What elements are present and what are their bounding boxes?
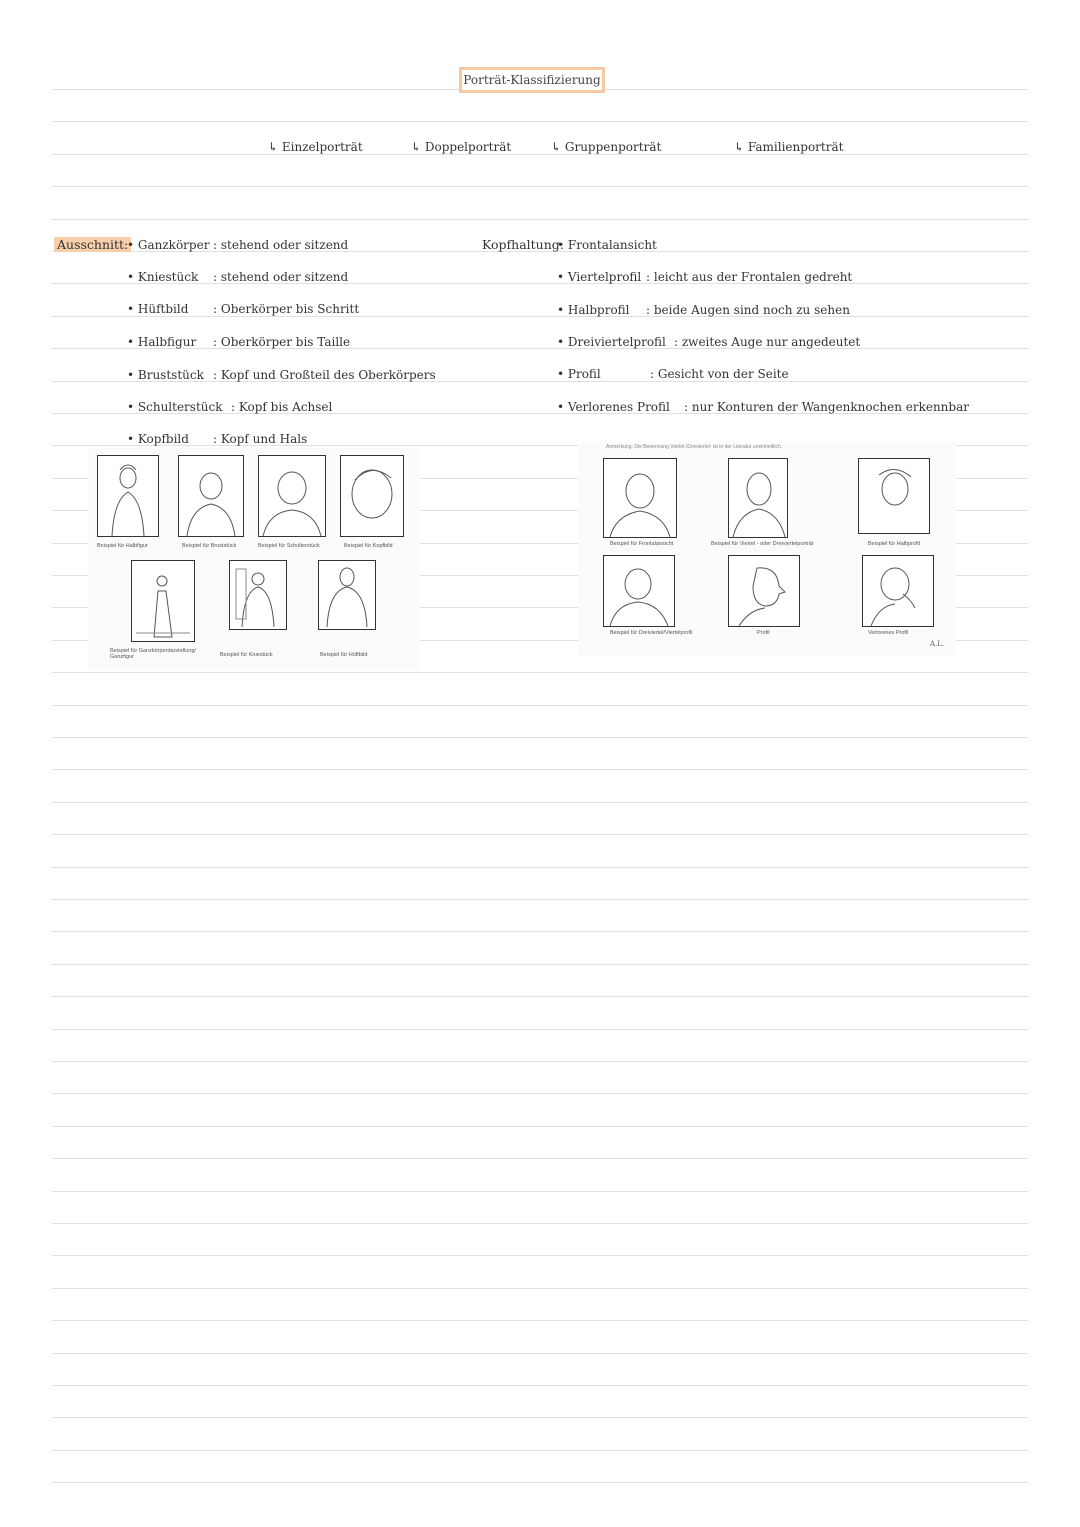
page-title: Porträt-Klassifizierung	[459, 67, 605, 93]
caption-kopfbild: Beispiel für Kopfbild	[344, 543, 393, 549]
ausschnitt-term-1: • Ganzkörper	[127, 238, 210, 252]
ausschnitt-desc-2: : stehend oder sitzend	[213, 270, 349, 284]
caption-ganzfigur: Beispiel für Ganzkörperdarstellung/ Ganzfigur	[110, 648, 196, 660]
ausschnitt-term-6: • Schulterstück	[127, 400, 223, 414]
rule-line	[52, 705, 1028, 706]
rule-line	[52, 1126, 1028, 1127]
rule-line	[52, 899, 1028, 900]
ausschnitt-term-2: • Kniestück	[127, 270, 199, 284]
kopfhaltung-desc-4: : zweites Auge nur angedeutet	[674, 335, 861, 349]
rule-line	[52, 1320, 1028, 1321]
rule-line	[52, 316, 1028, 317]
ausschnitt-desc-5: : Kopf und Großteil des Oberkörpers	[213, 368, 436, 382]
example-hueftbild-image	[318, 560, 376, 630]
rule-line	[52, 1288, 1028, 1289]
example-verlorenes-profil-image	[862, 555, 934, 627]
rule-line	[52, 1385, 1028, 1386]
rule-line	[52, 1482, 1028, 1483]
kopfhaltung-term-2: • Viertelprofil	[557, 270, 642, 284]
kopfhaltung-term-6: • Verlorenes Profil	[557, 400, 670, 414]
rule-line	[52, 931, 1028, 932]
example-ganzfigur-image	[131, 560, 195, 642]
example-kniestueck-image	[229, 560, 287, 630]
caption-profil: Profil	[757, 630, 770, 636]
example-bruststueck-image	[178, 455, 244, 537]
kopfhaltung-term-5: • Profil	[557, 367, 601, 381]
portrait-type-double: ↳ Doppelporträt	[411, 140, 512, 154]
rule-line	[52, 802, 1028, 803]
kopfhaltung-term-3: • Halbprofil	[557, 303, 630, 317]
rule-line	[52, 121, 1028, 122]
caption-bruststueck: Beispiel für Bruststück	[182, 543, 237, 549]
example-frontalansicht-image	[603, 458, 677, 538]
example-dreiviertelprofil-image	[603, 555, 675, 627]
ausschnitt-desc-1: : stehend oder sitzend	[213, 238, 349, 252]
rule-line	[52, 1255, 1028, 1256]
ausschnitt-desc-7: : Kopf und Hals	[213, 432, 308, 446]
ausschnitt-term-3: • Hüftbild	[127, 302, 189, 316]
example-viertelportraet-image	[728, 458, 788, 538]
rule-line	[52, 154, 1028, 155]
rule-line	[52, 1158, 1028, 1159]
portrait-type-family: ↳ Familienporträt	[734, 140, 844, 154]
rule-line	[52, 1093, 1028, 1094]
ausschnitt-heading: Ausschnitt:	[54, 237, 131, 252]
caption-kniestueck: Beispiel für Kniestück	[220, 652, 273, 658]
portrait-type-group: ↳ Gruppenporträt	[551, 140, 662, 154]
rule-line	[52, 867, 1028, 868]
rule-line	[52, 996, 1028, 997]
caption-halbfigur: Beispiel für Halbfigur	[97, 543, 148, 549]
rule-line	[52, 1191, 1028, 1192]
caption-hueftbild: Beispiel für Hüftbild	[320, 652, 368, 658]
caption-viertelportraet: Beispiel für Viertel - oder Dreiviertelporträt	[711, 541, 814, 547]
rule-line	[52, 834, 1028, 835]
rule-line	[52, 1061, 1028, 1062]
example-profil-image	[728, 555, 800, 627]
caption-schulterstueck: Beispiel für Schulterstück	[258, 543, 320, 549]
portrait-type-single: ↳ Einzelporträt	[268, 140, 363, 154]
example-schulterstueck-image	[258, 455, 326, 537]
rule-line	[52, 1450, 1028, 1451]
rule-line	[52, 737, 1028, 738]
rule-line	[52, 672, 1028, 673]
example-halbfigur-image	[97, 455, 159, 537]
kopfhaltung-desc-5: : Gesicht von der Seite	[650, 367, 789, 381]
rule-line	[52, 1223, 1028, 1224]
rule-line	[52, 348, 1028, 349]
rule-line	[52, 1353, 1028, 1354]
caption-dreiviertelprofil: Beispiel für Dreiviertel/Viertelprofil	[610, 630, 693, 636]
example-kopfbild-image	[340, 455, 404, 537]
example-halbprofil-image	[858, 458, 930, 534]
caption-halbprofil: Beispiel für Halbprofil	[868, 541, 920, 547]
kopfhaltung-term-1: • Frontalansicht	[557, 238, 657, 252]
rule-line	[52, 769, 1028, 770]
rule-line	[52, 186, 1028, 187]
rule-line	[52, 283, 1028, 284]
signature: A.L.	[930, 640, 945, 648]
kopfhaltung-note: Anmerkung: Die Benennung Viertel-/Dreiviertel- ist in der Literatur uneinheitlich.	[606, 444, 783, 450]
kopfhaltung-desc-2: : leicht aus der Frontalen gedreht	[646, 270, 853, 284]
kopfhaltung-term-4: • Dreiviertelprofil	[557, 335, 666, 349]
rule-line	[52, 219, 1028, 220]
kopfhaltung-desc-6: : nur Konturen der Wangenknochen erkennbar	[684, 400, 969, 414]
caption-frontalansicht: Beispiel für Frontalansicht	[610, 541, 674, 547]
ausschnitt-desc-4: : Oberkörper bis Taille	[213, 335, 351, 349]
ausschnitt-term-7: • Kopfbild	[127, 432, 189, 446]
ausschnitt-desc-6: : Kopf bis Achsel	[231, 400, 333, 414]
rule-line	[52, 1029, 1028, 1030]
kopfhaltung-desc-3: : beide Augen sind noch zu sehen	[646, 303, 850, 317]
rule-line	[52, 964, 1028, 965]
caption-verlorenes-profil: Verlorenes Profil	[868, 630, 909, 636]
kopfhaltung-heading: Kopfhaltung:	[482, 237, 564, 252]
ausschnitt-term-4: • Halbfigur	[127, 335, 197, 349]
ausschnitt-term-5: • Bruststück	[127, 368, 204, 382]
ausschnitt-desc-3: : Oberkörper bis Schritt	[213, 302, 360, 316]
rule-line	[52, 1417, 1028, 1418]
